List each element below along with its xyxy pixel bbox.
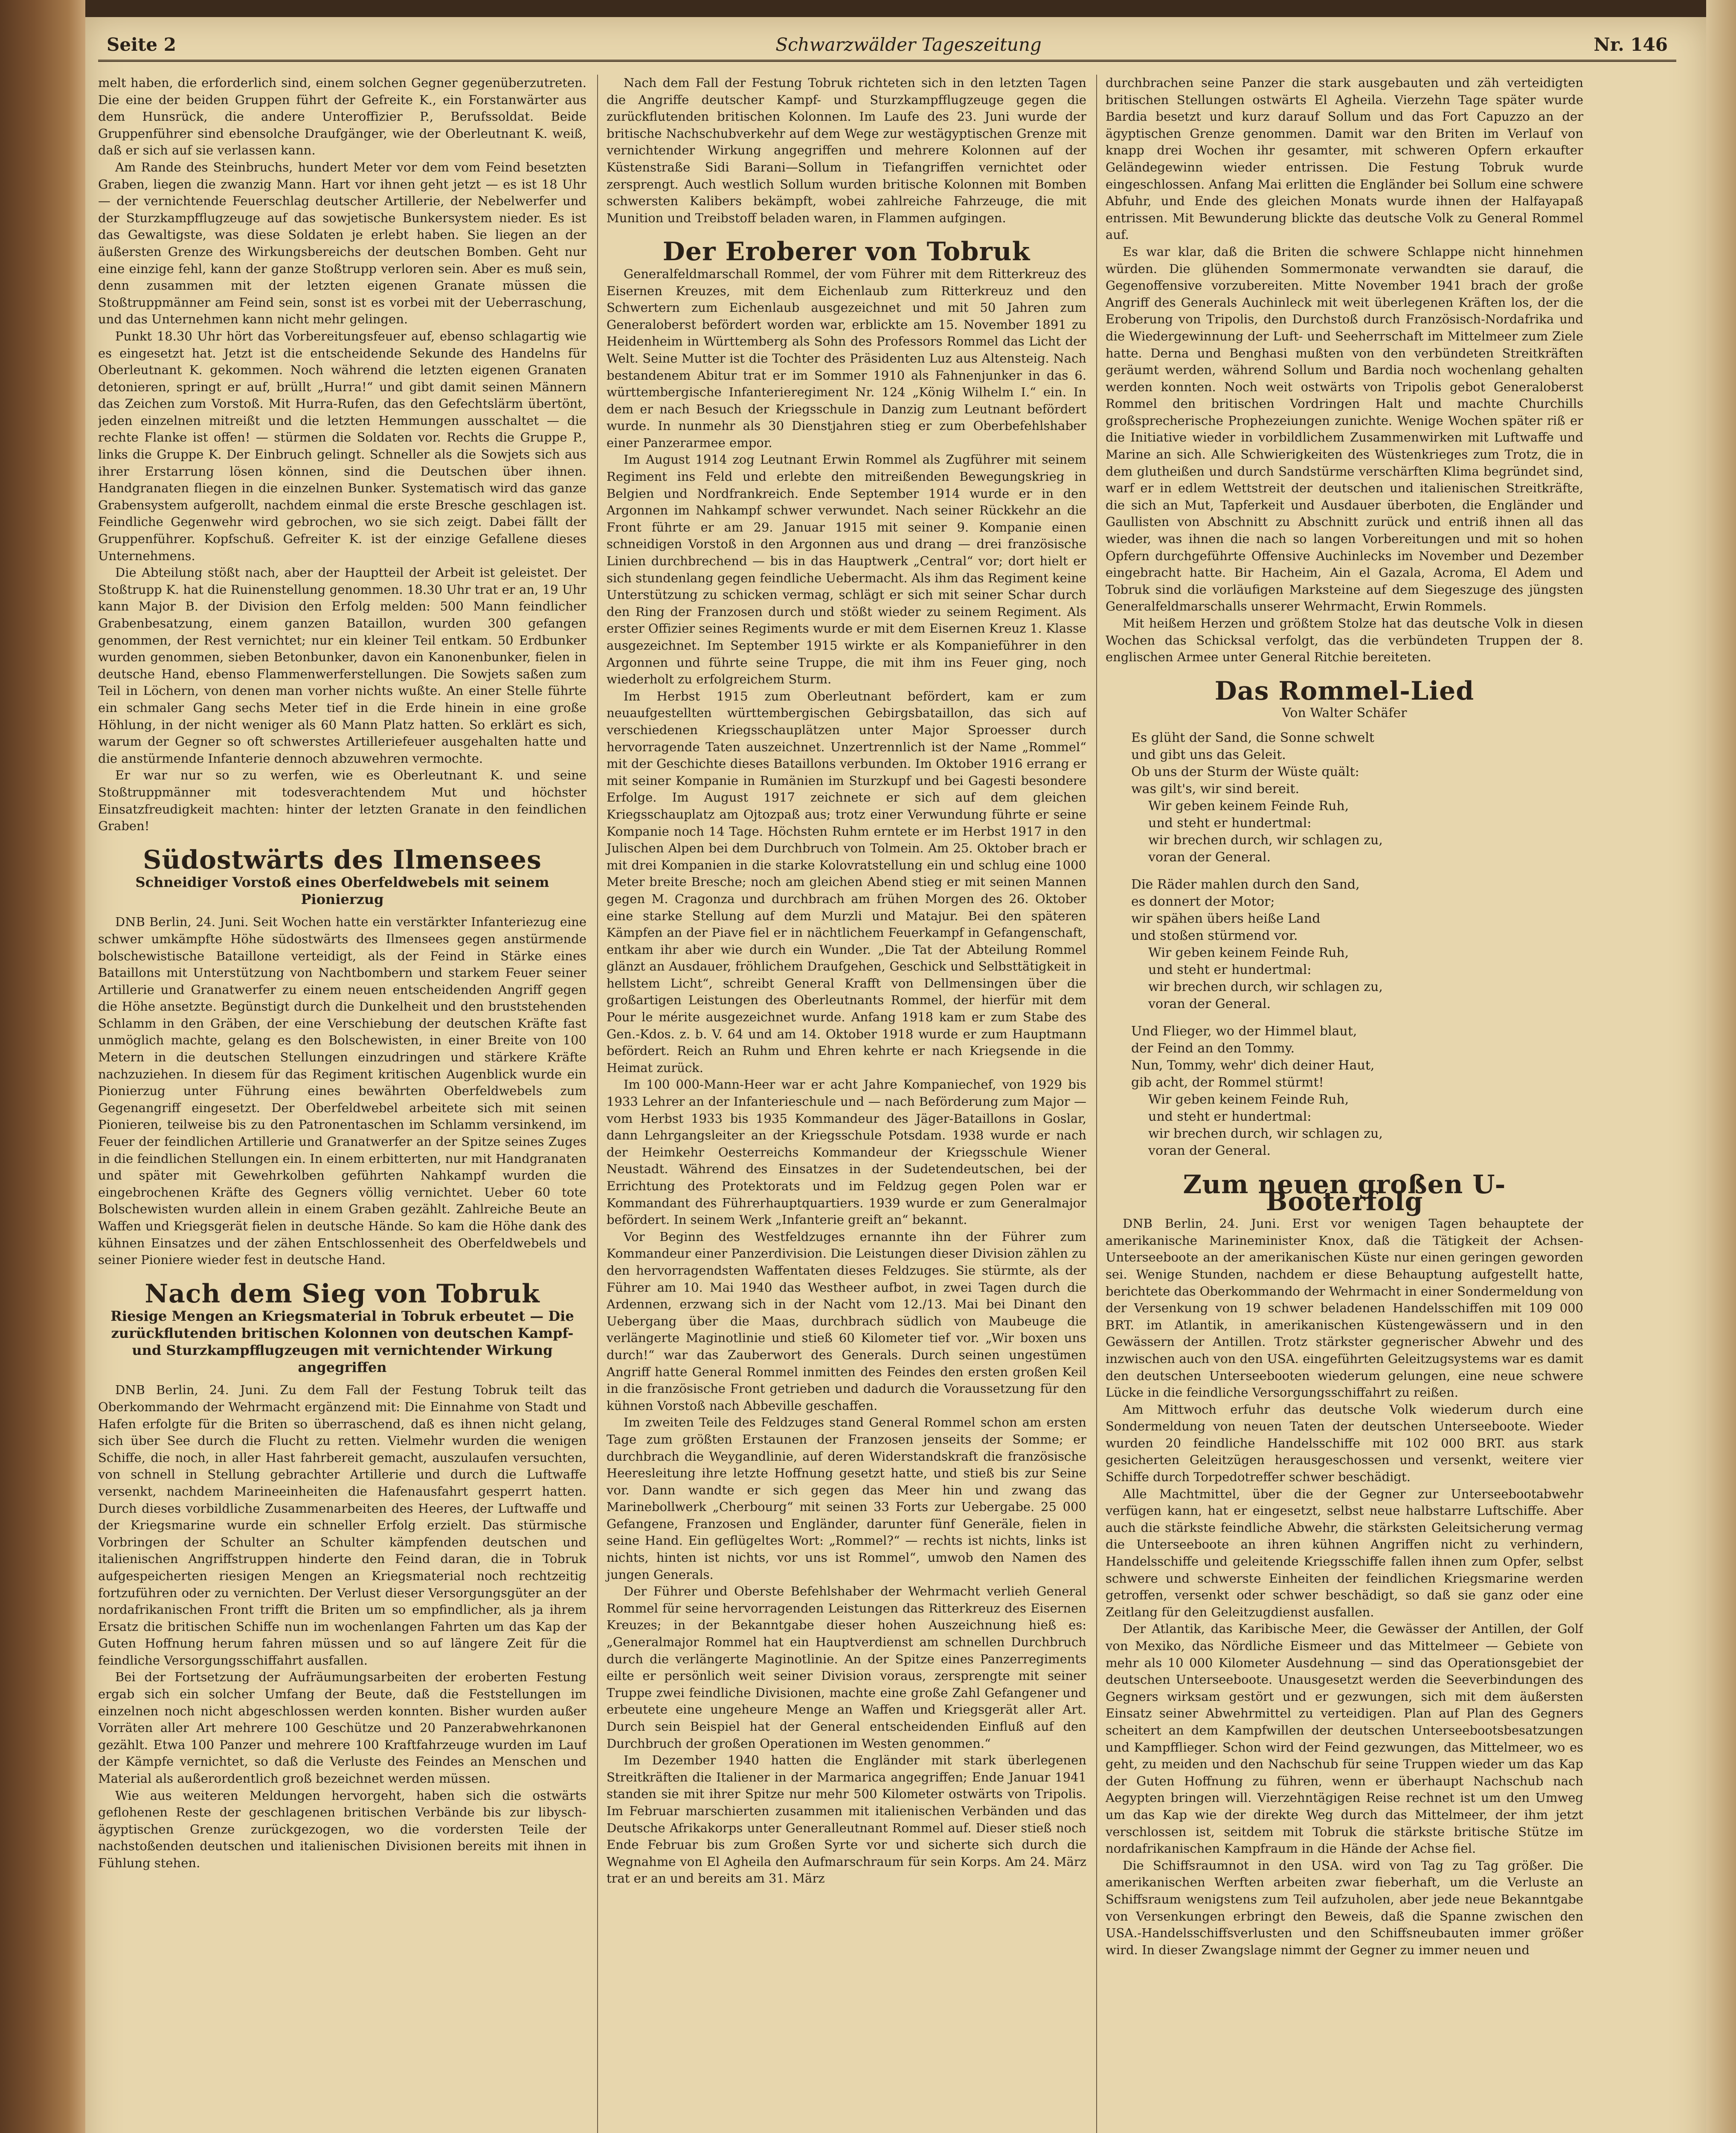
poem-line: Die Räder mahlen durch den Sand, <box>1131 877 1360 892</box>
page-header <box>98 34 1676 62</box>
poem-line: Es glüht der Sand, die Sonne schwelt <box>1131 730 1374 745</box>
poem-line: wir brechen durch, wir schlagen zu, <box>1148 979 1383 994</box>
poem-line: was gilt's, wir sind bereit. <box>1131 781 1300 796</box>
paragraph: Generalfeldmarschall Rommel, der vom Führer mit dem Ritterkreuz des Eisernen Kreuzes, mit dem Eichenlaub zum Ritterkreuz und den Schwertern zum Eichenlaub ausgezeichnet und mit 50 Jahren zum Generaloberst befördert worden war, erblickte am 15. November 1891 zu Heidenheim in Württemberg als Sohn des Professors Rommel das Licht der Welt. Seine Mutter ist die Tochter des Präsidenten Luz aus Altensteig. Nach bestandenem Abitur trat er im Sommer 1910 als Fahnenjunker in das 6. württembergische Infanterieregiment Nr. 124 „König Wilhelm I.“ ein. In dem er nach Besuch der Kriegsschule in Danzig zum Leutnant befördert wurde. In nunmehr als 30 Dienstjahren stieg er zum Oberbefehlshaber einer Panzerarmee empor. <box>607 266 1086 450</box>
paragraph: Im August 1914 zog Leutnant Erwin Rommel als Zugführer mit seinem Regiment ins Feld und erlebte den mitreißenden Bewegungskrieg in Belgien und Nordfrankreich. Ende September 1914 wurde er in den Argonnen im Nahkampf schwer verwundet. Nach seiner Rückkehr an die Front führte er am 29. Januar 1915 mit seiner 9. Kompanie einen schneidigen Vorstoß in den Argonnen aus und drang — drei französische Linien durchbrechend — bis in das Hauptwerk „Central“ vor; dort hielt er sich stundenlang gegen feindliche Uebermacht. Als ihm das Regiment keine Unterstützung zu schicken vermag, schlägt er sich mit seiner Schar durch den Ring der Franzosen durch und stößt wieder zu seinem Regiment. Als erster Offizier seines Regiments wurde er mit dem Eisernen Kreuz 1. Klasse ausgezeichnet. Im September 1915 wirkte er als Kompanieführer in den Argonnen und führte seine Truppe, die mit ihm ins Feuer ging, noch wiederholt zu erfolgreichem Sturm. <box>607 452 1086 687</box>
poem-line: und steht er hundertmal: <box>1148 962 1312 977</box>
paragraph: Vor Beginn des Westfeldzuges ernannte ihn der Führer zum Kommandeur einer Panzerdivision. Die Leistungen dieser Division zählen zu den hervorragendsten Waffentaten dieses Feldzuges. Sie stürmte, als der Führer am 10. Mai 1940 das Westheer aufbot, in zwei Tagen durch die Ardennen, erzwang sich in der Nacht vom 12./13. Mai bei Dinant den Uebergang über die Maas, durchbrach südlich von Maubeuge die verlängerte Maginotlinie und stieß 60 Kilometer tief vor. „Wir boxen uns durch!“ war das Zauberwort des Generals. Durch seinen ungestümen Angriff hatte General Rommel inmitten des Feindes den ersten großen Keil in die französische Front getrieben und dadurch die Voraussetzung für den kühnen Vorstoß nach Abbeville geschaffen. <box>607 1229 1086 1413</box>
headline-eroberer: Der Eroberer von Tobruk <box>662 237 1031 267</box>
paragraph: Nach dem Fall der Festung Tobruk richteten sich in den letzten Tagen die Angriffe deutscher Kampf- und Sturzkampfflugzeuge gegen die zurückflutenden britischen Kolonnen. Im Laufe des 23. Juni wurde der britische Nachschubverkehr auf dem Wege zur westägyptischen Grenze mit vernichtender Wirkung angegriffen und mehrere Kolonnen auf der Küstenstraße Sidi Barani—Sollum in Tiefangriffen vernichtet oder zersprengt. Auch westlich Sollum wurden britische Kolonnen mit Bomben schwersten Kalibers bekämpft, wobei zahlreiche Fahrzeuge, die mit Munition und Treibstoff beladen waren, in Flammen aufgingen. <box>607 76 1086 225</box>
paragraph: Die Schiffsraumnot in den USA. wird von Tag zu Tag größer. Die amerikanischen Werften arbeiten zwar fieberhaft, um die Verluste an Schiffsraum wenigstens zum Teil aufzuholen, aber jede neue Bekanntgabe von Versenkungen erbringt den Beweis, daß die Spanne zwischen den USA.-Handelsschiffsverlusten und den Schiffsneubauten immer größer wird. In dieser Zwangslage nimmt der Gegner zu immer neuen und <box>1106 1858 1583 1957</box>
poem-line: und gibt uns das Geleit. <box>1131 747 1286 762</box>
book-binding <box>0 0 85 2133</box>
poem-line: voran der General. <box>1148 996 1271 1011</box>
paragraph: Er war nur so zu werfen, wie es Oberleutnant K. und seine Stoßtruppmänner mit todesverachtendem Mut und höchster Einsatzfreudigkeit machten: hinter der letzten Granate in den feindlichen Graben! <box>98 768 586 834</box>
column-3 <box>1096 75 1583 2133</box>
next-page-edge <box>1706 0 1736 2133</box>
column-2 <box>597 75 1086 2133</box>
poem-stanza <box>1131 1023 1583 1159</box>
poem-line: voran der General. <box>1148 1143 1271 1158</box>
paragraph: Die Abteilung stößt nach, aber der Hauptteil der Arbeit ist geleistet. Der Stoßtrupp K. hat die Ruinenstellung genommen. 18.30 Uhr trat er an, 19 Uhr kann Major B. der Division den Erfolg melden: 500 Mann feindlicher Grabenbesatzung, einem ganzen Bataillon, wurden 300 gefangen genommen, der Rest vernichtet; nur ein kleiner Teil entkam. 50 Erdbunker wurden genommen, sieben Betonbunker, davon ein Kanonenbunker, fielen in deutsche Hand, ebenso Flammenwerferstellungen. Die Sowjets saßen zum Teil in Löchern, von denen man vorher nichts wußte. An einer Stelle führte ein schmaler Gang sechs Meter tief in die Erde hinein in eine große Höhlung, in der nicht weniger als 60 Mann Platz hatten. So erklärt es sich, warum der Gegner so oft schwerstes Artilleriefeuer ausgehalten hatte und die anstürmende Infanterie dennoch abzuwehren vermochte. <box>98 565 586 766</box>
paragraph: Es war klar, daß die Briten die schwere Schlappe nicht hinnehmen würden. Die glühenden Sommermonate verwandten sie darauf, die Gegenoffensive vorzubereiten. Mitte November 1941 brach der große Angriff des Generals Auchinleck mit weit überlegenen Kräften los, der die Eroberung von Tripolis, den Durchstoß durch Französisch-Nordafrika und die Wiedergewinnung der Luft- und Seeherrschaft im Mittelmeer zum Ziele hatte. Derna und Benghasi mußten von den verbündeten Streitkräften geräumt werden, während Sollum und Bardia noch wochenlang gehalten werden konnten. Noch weit ostwärts von Tripolis gebot Generaloberst Rommel den britischen Vordringen Halt und machte Churchills großsprecherische Prophezeiungen zunichte. Wenige Wochen später riß er die Initiative wieder in vorbildlichem Zusammenwirken mit Luftwaffe und Marine an sich. Alle Schwierigkeiten des Wüstenkrieges zum Trotz, die in dem glutheißen und durch Sandstürme verschärften Klima begründet sind, warf er in edlem Wettstreit der deutschen und italienischen Streitkräfte, die sich an Mut, Tapferkeit und Ausdauer überboten, die Engländer und Gaullisten von Abschnitt zu Abschnitt zurück und entriß ihnen all das wieder, was ihnen die nach so langen Vorbereitungen und mit so hohen Opfern durchgeführte Offensive Auchinlecks im November und Dezember eingebracht hatte. Bir Hacheim, Ain el Gazala, Acroma, El Adem und Tobruk sind die vorläufigen Marksteine auf dem Siegeszuge des jüngsten Generalfeldmarschalls unserer Wehrmacht, Erwin Rommels. <box>1106 244 1583 614</box>
headline-tobruk-sieg: Nach dem Sieg von Tobruk <box>145 1279 540 1309</box>
column-1 <box>98 75 586 2133</box>
paragraph: Im Dezember 1940 hatten die Engländer mit stark überlegenen Streitkräften die Italiener in der Marmarica angegriffen; Ende Januar 1941 standen sie mit ihrer Spitze nur mehr 500 Kilometer ostwärts von Tripolis. Im Februar marschierten zusammen mit italienischen Verbänden und das Deutsche Afrikakorps unter Generalleutnant Rommel auf. Dieser stieß noch Ende Februar bis zum Großen Syrte vor und sicherte sich durch die Wegnahme von El Agheila den Aufmarschraum für sein Korps. Am 24. März trat er an und bereits am 31. März <box>607 1753 1086 1886</box>
paragraph: Im Herbst 1915 zum Oberleutnant befördert, kam er zum neuaufgestellten württembergischen Gebirgsbataillon, das sich auf verschiedenen Kriegsschauplätzen unter Major Sproesser durch hervorragende Taten auszeichnet. Unzertrennlich ist der Name „Rommel“ mit der Geschichte dieses Bataillons verbunden. Im Oktober 1916 errang er mit seiner Kompanie in Rumänien im Sturzkupf und bei Gagesti besondere Erfolge. Im August 1917 zeichnete er sich auf dem gleichen Kriegsschauplatz am Ojtozpaß aus; trotz einer Verwundung führte er seine Kompanie noch 14 Tage. Höchsten Ruhm erntete er im Herbst 1917 in den Julischen Alpen bei dem Durchbruch von Tolmein. Am 25. Oktober brach er mit drei Kompanien in die starke Kolovratstellung ein und schlug eine 1000 Meter breite Bresche; noch am gleichen Abend stieg er mit seinen Mannen gegen M. Cragonza und durchbrach am frühen Morgen des 26. Oktober eine starke Stellung auf dem Murzli und Matajur. Bei den späteren Kämpfen an der Piave fiel er in nächtlichem Feuerkampf in Gefangenschaft, entkam ihr aber wie durch ein Wunder. „Die Tat der Abteilung Rommel glänzt an Ausdauer, fröhlichem Draufgehen, Geschick und Selbsttätigkeit in hellstem Licht“, schreibt General Krafft von Dellmensingen über die großartigen Leistungen des Oberleutnants Rommel, der hierfür mit dem Pour le mérite ausgezeichnet wurde. Anfang 1918 kam er zum Stabe des Gen.-Kdos. z. b. V. 64 und am 14. Oktober 1918 wurde er zum Hauptmann befördert. Reich an Ruhm und Ehren kehrte er nach Kriegsende in die Heimat zurück. <box>607 689 1086 1075</box>
paragraph: DNB Berlin, 24. Juni. Seit Wochen hatte ein verstärkter Infanteriezug eine schwer umkämpfte Höhe südostwärts des Ilmensees gegen anstürmende bolschewistische Bataillone verteidigt, als der Feind in Stärke eines Bataillons mit Unterstützung von Nachtbombern und starkem Feuer seiner Artillerie und Granatwerfer zu einem neuen entscheidenden Angriff gegen die Höhe ansetzte. Begünstigt durch die Dunkelheit und den bruststehenden Schlamm in den Gräben, der eine Verschiebung der deutschen Kräfte fast unmöglich machte, gelang es den Bolschewisten, in einer Breite von 100 Metern in die deutschen Stellungen einzudringen und stärkere Kräfte nachzuziehen. In diesem für das Regiment kritischen Augenblick wurde ein Pionierzug unter Führung eines bewährten Oberfeldwebels zum Gegenangriff eingesetzt. Der Oberfeldwebel arbeitete sich mit seinen Pionieren, teilweise bis zu den Patronentaschen im Schlamm versinkend, im Feuer der feindlichen Artillerie und Granatwerfer an der Spitze seines Zuges in die feindlichen Stellungen ein. In einem erbitterten, nur mit Handgranaten und später mit Gewehrkolben geführten Nahkampf wurden die eingebrochenen Kräfte des Gegners völlig vernichtet. Ueber 60 tote Bolschewisten wurden allein in einem Graben gezählt. Zahlreiche Beute an Waffen und Kriegsgerät fielen in deutsche Hände. So kam die Höhe dank des kühnen Einsatzes und der zähen Entschlossenheit des Oberfeldwebels und seiner Pioniere wieder fest in deutsche Hand. <box>98 915 586 1267</box>
newspaper-page <box>85 17 1706 2133</box>
poem-line: es donnert der Motor; <box>1131 894 1275 909</box>
subhead-ilmensee: Schneidiger Vorstoß eines Oberfeldwebels mit seinem Pionierzug <box>135 874 549 908</box>
poem-line: der Feind an den Tommy. <box>1131 1040 1295 1056</box>
headline-ilmensee: Südostwärts des Ilmensees <box>143 845 542 875</box>
paragraph: Der Führer und Oberste Befehlshaber der Wehrmacht verlieh General Rommel für seine hervorragenden Leistungen das Ritterkreuz des Eisernen Kreuzes; in der Bekanntgabe dieser hohen Auszeichnung hieß es: „Generalmajor Rommel hat ein Hauptverdienst am schnellen Durchbruch durch die verlängerte Maginotlinie. An der Spitze eines Panzerregiments eilte er persönlich weit seiner Division voraus, zersprengte mit seiner Truppe zwei feindliche Divisionen, machte eine große Zahl Gefangener und erbeutete eine ungeheure Menge an Waffen und Kriegsgerät aller Art. Durch sein Beispiel hat der General entscheidenden Einfluß auf den Durchbruch der großen Operationen im Westen genommen.“ <box>607 1584 1086 1751</box>
poem-line: und steht er hundertmal: <box>1148 815 1312 831</box>
headline-rommel-lied: Das Rommel-Lied <box>1214 676 1475 706</box>
poem-line: wir brechen durch, wir schlagen zu, <box>1148 1126 1383 1141</box>
paragraph: Im zweiten Teile des Feldzuges stand General Rommel schon am ersten Tage zum größten Erstaunen der Franzosen jenseits der Somme; er durchbrach die Weygandlinie, auf deren Widerstandskraft die französische Heeresleitung ihre letzte Hoffnung gesetzt hatte, und stieß bis zur Seine vor. Dann wandte er sich gegen das Meer hin und zwang das Marinebollwerk „Cherbourg“ mit seinen 33 Forts zur Uebergabe. 25 000 Gefangene, Franzosen und Engländer, darunter fünf Generäle, fielen in seine Hand. Ein geflügeltes Wort: „Rommel?“ — rechts ist nichts, links ist nichts, hinten ist nichts, vor uns ist Rommel“, umwob den Namen des jungen Generals. <box>607 1415 1086 1582</box>
poem-line: Nun, Tommy, wehr' dich deiner Haut, <box>1131 1058 1375 1073</box>
poem-line: wir spähen übers heiße Land <box>1131 911 1321 926</box>
paragraph: Wie aus weiteren Meldungen hervorgeht, haben sich die ostwärts geflohenen Reste der geschlagenen britischen Verbände bis zur libysch-ägyptischen Grenze zurückgezogen, wo die vordersten Teile der nachstoßenden deutschen und italienischen Divisionen bereits mit ihnen in Fühlung stehen. <box>98 1788 586 1870</box>
paragraph: Am Rande des Steinbruchs, hundert Meter vor dem vom Feind besetzten Graben, liegen die zwanzig Mann. Hart vor ihnen geht jetzt — es ist 18 Uhr — der vernichtende Feuerschlag deutscher Artillerie, der Nebelwerfer und der Sturzkampfflugzeuge auf das sowjetische Bunkersystem nieder. Es ist das Gewaltigste, was diese Soldaten je erlebt haben. Sie liegen an der äußersten Grenze des Wirkungsbereichs der deutschen Bomben. Geht nur eine einzige fehl, kann der ganze Stoßtrupp verloren sein. Aber es muß sein, denn zusammen mit der letzten eigenen Granate müssen die Stoßtruppmänner am Feind sein, sonst ist es vorbei mit der Ueberraschung, und das Unternehmen kann nicht mehr gelingen. <box>98 160 586 327</box>
poem-line: Wir geben keinem Feinde Ruh, <box>1148 798 1349 814</box>
paragraph: Im 100 000-Mann-Heer war er acht Jahre Kompaniechef, von 1929 bis 1933 Lehrer an der Infanterieschule und — nach Beförderung zum Major — vom Herbst 1933 bis 1935 Kommandeur des Jäger-Bataillons in Goslar, dann Lehrgangsleiter an der Kriegsschule Potsdam. 1938 wurde er nach der Heimkehr Oesterreichs Kommandeur der Kriegsschule Wiener Neustadt. Während des Einsatzes in der Sudetendeutschen, bei der Errichtung des Protektorats und im Feldzug gegen Polen war er Kommandant des Führerhauptquartiers. 1939 wurde er zum Generalmajor befördert. In seinem Werk „Infanterie greift an“ bekannt. <box>607 1077 1086 1227</box>
poem-stanza <box>1131 876 1583 1013</box>
paragraph: Mit heißem Herzen und größtem Stolze hat das deutsche Volk in diesen Wochen das Schicksal verfolgt, das die verbündeten Truppen der 8. englischen Armee unter General Ritchie bereiteten. <box>1106 616 1583 665</box>
paragraph: Bei der Fortsetzung der Aufräumungsarbeiten der eroberten Festung ergab sich ein solcher Umfang der Beute, daß die Feststellungen im einzelnen noch nicht abgeschlossen werden konnten. Bisher wurden außer Vorräten aller Art mehrere 100 Geschütze und 20 Panzerabwehrkanonen gezählt. Etwa 100 Panzer und mehrere 100 Kraftfahrzeuge wurden im Lauf der Kämpfe vernichtet, so daß die Verluste des Feindes an Menschen und Material als außerordentlich groß bezeichnet werden müssen. <box>98 1670 586 1786</box>
paragraph: Punkt 18.30 Uhr hört das Vorbereitungsfeuer auf, ebenso schlagartig wie es eingesetzt hat. Jetzt ist die entscheidende Sekunde des Handelns für Oberleutnant K. gekommen. Noch während die letzten eigenen Granaten detonieren, springt er auf, brüllt „Hurra!“ und gibt damit seinen Männern das Zeichen zum Vorstoß. Mit Hurra-Rufen, das den Gefechtslärm übertönt, jeden einzelnen mitreißt und die letzten Hemmungen ausschaltet — die rechte Flanke ist offen! — stürmen die Soldaten vor. Rechts die Gruppe P., links die Gruppe K. Der Einbruch gelingt. Schneller als die Sowjets sich aus ihrer Erstarrung lösen können, sind die Deutschen über ihnen. Handgranaten fliegen in die einzelnen Bunker. Systematisch wird das ganze Grabensystem aufgerollt, nachdem einmal die erste Bresche geschlagen ist. Feindliche Gegenwehr wird gebrochen, wo sie sich zeigt. Dabei fällt der Gruppenführer. Kopfschuß. Gefreiter K. ist der einzige Gefallene dieses Unternehmens. <box>98 328 586 563</box>
paragraph: DNB Berlin, 24. Juni. Zu dem Fall der Festung Tobruk teilt das Oberkommando der Wehrmacht ergänzend mit: Die Einnahme von Stadt und Hafen erfolgte für die Briten so überraschend, daß es ihnen nicht gelang, sich über See durch die Flucht zu retten. Vielmehr wurden die wenigen Schiffe, die noch, in aller Hast fahrbereit gemacht, auszulaufen versuchten, von schnell in Stellung gebrachter Artillerie und durch die Luftwaffe versenkt, nachdem Marineeinheiten die Hafenausfahrt gesperrt hatten. Durch dieses vorbildliche Zusammenarbeiten des Heeres, der Luftwaffe und der Kriegsmarine wurde ein schneller Erfolg erzielt. Das stürmische Vorbringen der Schulter an Schulter kämpfenden deutschen und italienischen Angriffstruppen hinderte den Feind daran, die in Tobruk aufgespeicherten riesigen Mengen an Kriegsmaterial noch rechtzeitig fortzuführen oder zu vernichten. Der Verlust dieser Versorgungsgüter an der nordafrikanischen Front trifft die Briten um so empfindlicher, als ja ihrem Ersatz die britischen Schiffe nun im wochenlangen Fahrten um das Kap der Guten Hoffnung herum fahren müssen und so auf längere Zeit für die feindliche Versorgungsschiffahrt ausfallen. <box>98 1383 586 1668</box>
page-number: Seite 2 <box>107 34 176 55</box>
poem-byline: Von Walter Schäfer <box>1282 706 1407 721</box>
poem-line: und steht er hundertmal: <box>1148 1109 1312 1124</box>
poem <box>1131 729 1583 1159</box>
paragraph: Am Mittwoch erfuhr das deutsche Volk wiederum durch eine Sondermeldung von neuen Taten der deutschen Unterseeboote. Wieder wurden 20 feindliche Handelsschiffe mit 102 000 BRT. aus stark gesicherten Geleitzügen herausgeschossen und versenkt, weitere vier Schiffe durch Torpedotreffer schwer beschädigt. <box>1106 1402 1583 1485</box>
poem-line: voran der General. <box>1148 849 1271 865</box>
newspaper-title: Schwarzwälder Tageszeitung <box>775 34 1042 55</box>
poem-line: Ob uns der Sturm der Wüste quält: <box>1131 764 1359 779</box>
poem-line: wir brechen durch, wir schlagen zu, <box>1148 832 1383 848</box>
headline-u-boot: Zum neuen großen U-Booterfolg <box>1183 1169 1506 1217</box>
poem-line: gib acht, der Rommel stürmt! <box>1131 1075 1324 1090</box>
poem-line: Wir geben keinem Feinde Ruh, <box>1148 1092 1349 1107</box>
poem-line: Wir geben keinem Feinde Ruh, <box>1148 945 1349 960</box>
issue-number: Nr. 146 <box>1594 34 1668 55</box>
poem-line: Und Flieger, wo der Himmel blaut, <box>1131 1023 1357 1039</box>
paragraph: Alle Machtmittel, über die der Gegner zur Unterseebootabwehr verfügen kann, hat er eingesetzt, selbst neue halbstarre Luftschiffe. Aber auch die stärkste feindliche Abwehr, die stärksten Geleitsicherung vermag die Unterseeboote an ihren kühnen Angriffen nicht zu verhindern, Handelsschiffe und geleitende Kriegsschiffe fallen ihnen zum Opfer, selbst schwere und schwerste Einheiten der feindlichen Kriegsmarine werden getroffen, versenkt oder schwer beschädigt, so daß sie ganz oder eine Zeitlang für den Geleitzugdienst ausfallen. <box>1106 1486 1583 1619</box>
paragraph: Der Atlantik, das Karibische Meer, die Gewässer der Antillen, der Golf von Mexiko, das Nördliche Eismeer und das Mittelmeer — Gebiete von mehr als 10 000 Kilometer Ausdehnung — sind das Operationsgebiet der deutschen Unterseeboote. Unausgesetzt werden die Seeverbindungen des Gegners wirksam gestört und er gezwungen, sich mit dem äußersten Einsatz seiner Abwehrmittel zu verteidigen. Plan auf Plan des Gegners scheitert an dem Kampfwillen der deutschen Unterseebootsbesatzungen und Kampfflieger. Schon wird der Feind gezwungen, das Mittelmeer, wo es geht, zu meiden und den Nachschub für seine Truppen wieder um das Kap der Guten Hoffnung zu führen, wenn er überhaupt Nachschub nach Aegypten bringen will. Vierzehntägigen Reise rechnet ist um den Umweg um das Kap wie der direkte Weg durch das Mittelmeer, der ihm jetzt verschlossen ist, seitdem mit Tobruk die stärkste britische Stütze im nordafrikanischen Kampfraum in die Hände der Achse fiel. <box>1106 1622 1583 1856</box>
subhead-tobruk-sieg: Riesige Mengen an Kriegsmaterial in Tobruk erbeutet — Die zurückflutenden britischen Kolonnen von deutschen Kampf- und Sturzkampfflugzeugen mit vernichtender Wirkung angegriffen <box>110 1308 574 1376</box>
poem-stanza <box>1131 729 1583 866</box>
paragraph: DNB Berlin, 24. Juni. Erst vor wenigen Tagen behauptete der amerikanische Marineminister Knox, daß die Tätigkeit der Achsen-Unterseeboote an der amerikanischen Küste nur einen geringen geworden sei. Wenige Stunden, nachdem er diese Behauptung aufgestellt hatte, berichtete das Oberkommando der Wehrmacht in einer Sondermeldung von der Versenkung von 19 schwer beladenen Handelsschiffen mit 109 000 BRT. im Atlantik, in amerikanischen Küstengewässern und in den Gewässern der Antillen. Trotz stärkster gegnerischer Abwehr und des inzwischen auch von den USA. eingeführten Geleitzugsystems war es damit den deutschen Unterseebooten wiederum gelungen, eine neue schwere Lücke in die feindliche Versorgungsschiffahrt zu reißen. <box>1106 1216 1583 1400</box>
paragraph: durchbrachen seine Panzer die stark ausgebauten und zäh verteidigten britischen Stellungen ostwärts El Agheila. Vierzehn Tage später wurde Bardia besetzt und kurz darauf Sollum und das Fort Capuzzo an der ägyptischen Grenze genommen. Damit war den Briten im Verlauf von knapp drei Wochen ihr gesamter, mit schweren Opfern erkaufter Geländegewinn wieder entrissen. Die Festung Tobruk wurde eingeschlossen. Anfang Mai erlitten die Engländer bei Sollum eine schwere Abfuhr, und Ende des gleichen Monats wurde ihnen der Halfayapaß entrissen. Mit Bewunderung blickte das deutsche Volk zu General Rommel auf. <box>1106 76 1583 242</box>
poem-line: und stoßen stürmend vor. <box>1131 928 1298 943</box>
paragraph: melt haben, die erforderlich sind, einem solchen Gegner gegenüberzutreten. Die eine der beiden Gruppen führt der Gefreite K., ein Forstanwärter aus dem Hunsrück, die andere Unteroffizier P., Berufssoldat. Beide Gruppenführer sind ebensolche Draufgänger, wie der Oberleutnant K. weiß, daß er sich auf sie verlassen kann. <box>98 76 586 158</box>
